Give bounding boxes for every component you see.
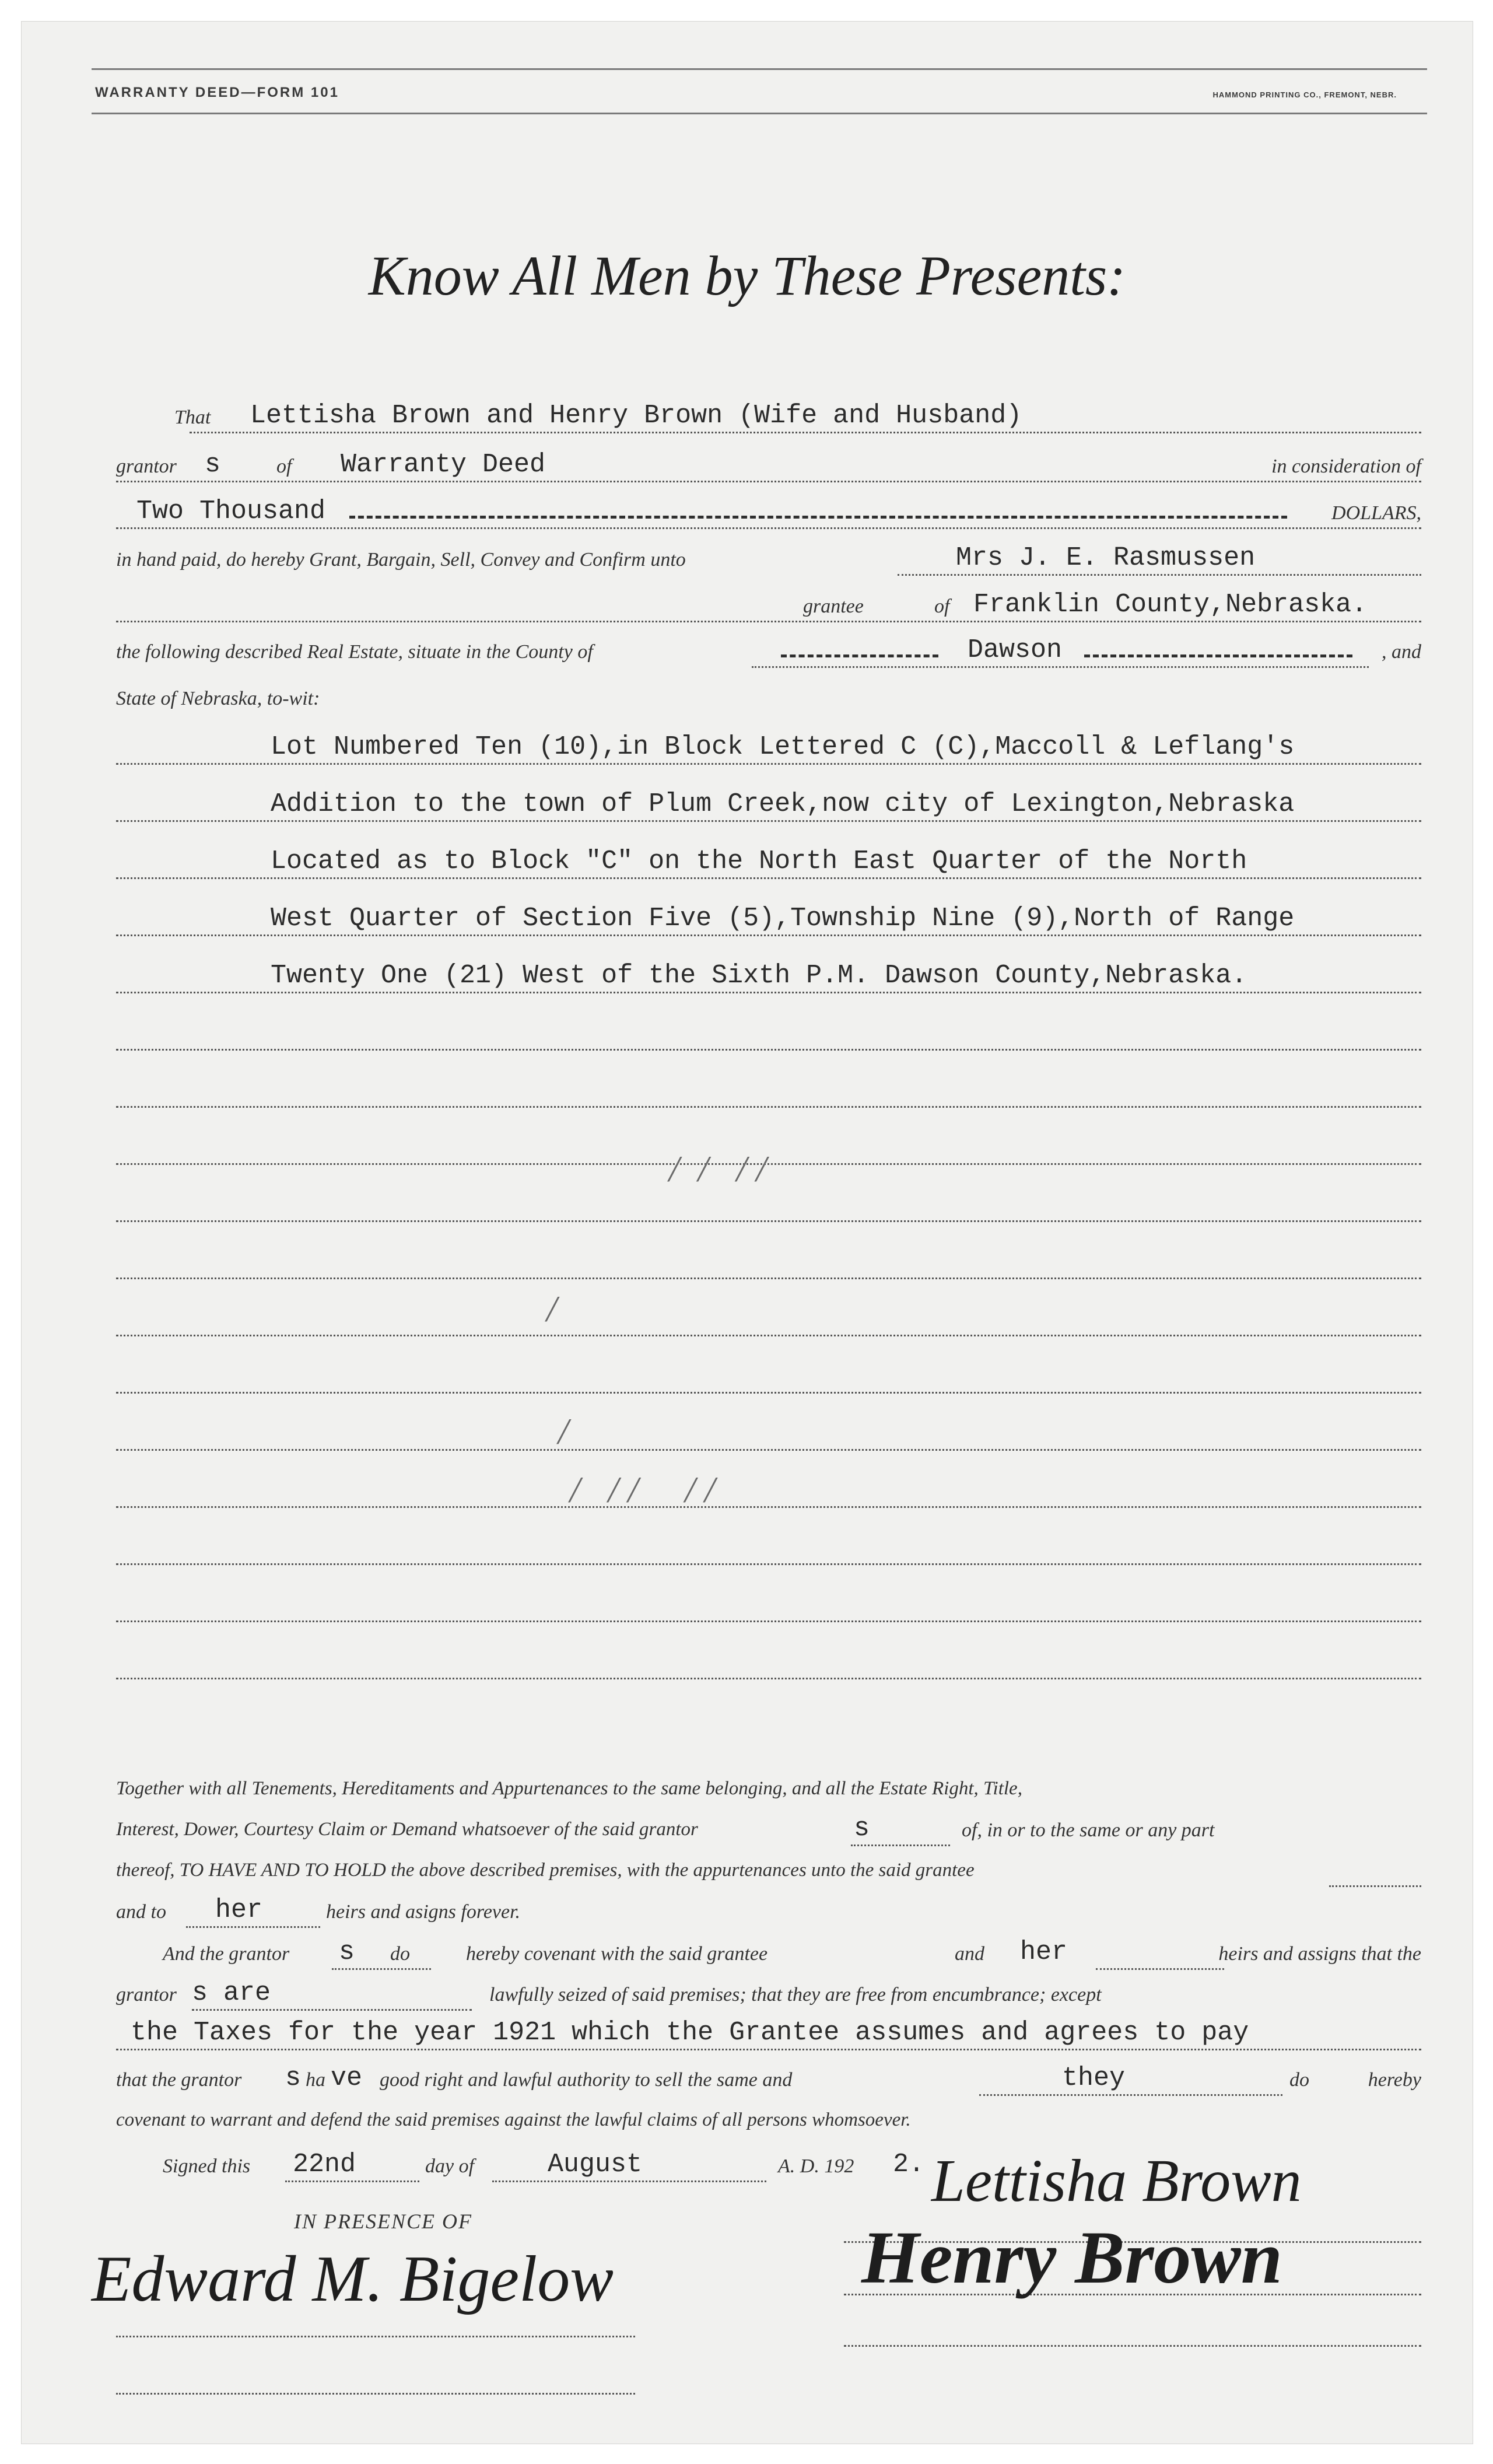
description-line [116, 776, 1421, 829]
covenant-text: hereby covenant with the said grantee [466, 1943, 768, 1965]
county-dash-right [1084, 654, 1352, 657]
consideration-amount: Two Thousand [136, 496, 326, 526]
covenant-text: of, in or to the same or any part [962, 1819, 1215, 1841]
covenant-fill: ve [331, 2063, 363, 2093]
pen-mark: / / / / [669, 1148, 767, 1189]
label-day-of: day of [425, 2155, 475, 2177]
covenant-text: do [1289, 2069, 1309, 2091]
exception-text: the Taxes for the year 1921 which the Grantee assumes and agrees to pay [131, 2018, 1249, 2048]
blank-line [116, 1348, 1421, 1401]
label-in-consideration: in consideration of [1267, 456, 1421, 478]
grantee-location: Franklin County,Nebraska. [973, 590, 1368, 620]
covenant-fill: s [339, 1937, 355, 1967]
description-line [116, 834, 1421, 886]
grantors-of-line [116, 437, 1421, 489]
county-name: Dawson [968, 635, 1063, 665]
covenant-text: Together with all Tenements, Hereditaments and Appurtenances to the same belonging, and all the Estate Right, Title, [116, 1778, 1022, 1799]
covenant-fill: her [215, 1895, 263, 1925]
instrument-type: Warranty Deed [341, 450, 546, 480]
covenant-text: heirs and asigns forever. [326, 1901, 521, 1923]
witness-label: IN PRESENCE OF [294, 2210, 472, 2233]
blank-line [116, 1234, 1421, 1286]
form-name: WARRANTY DEED—FORM 101 [95, 85, 339, 100]
covenant-text: do [390, 1943, 410, 1965]
blank-line [116, 1405, 1421, 1458]
label-ad: A. D. 192 [778, 2155, 854, 2177]
label-grantor: grantor [116, 456, 177, 477]
pen-mark: / / / / / [570, 1469, 715, 1510]
deed-sheet [21, 21, 1473, 2444]
covenant-text: And the grantor [163, 1943, 290, 1965]
description-text: West Quarter of Section Five (5),Township Nine (9),North of Range [271, 904, 1295, 933]
blank-line [116, 1005, 1421, 1058]
description-text: Twenty One (21) West of the Sixth P.M. Dawson County,Nebraska. [271, 961, 1247, 991]
covenant-fill: s [285, 2063, 302, 2093]
exception-line [116, 2005, 1421, 2057]
covenant-text: ha [306, 2069, 325, 2091]
blank-line [116, 1634, 1421, 1686]
blank-line [116, 1119, 1421, 1172]
witness-signature: Edward M. Bigelow [92, 2243, 614, 2315]
covenant-text: grantor [116, 1984, 177, 2006]
county-line [116, 622, 1421, 675]
witness-signature-line [116, 2349, 635, 2402]
label-that: That [174, 407, 211, 428]
deed-title: Know All Men by These Presents: [368, 244, 1126, 307]
grantor-plural-suffix: s [205, 450, 221, 480]
covenant-text: lawfully seized of said premises; that they are free from encumbrance; except [489, 1984, 1102, 2006]
label-grantee: grantee [798, 596, 868, 618]
printer-name: HAMMOND PRINTING CO., FREMONT, NEBR. [1212, 90, 1397, 99]
covenant-text: heirs and assigns that the [1218, 1943, 1421, 1965]
blank-line [116, 1577, 1421, 1629]
covenant-text: Interest, Dower, Courtesy Claim or Demand whatsoever of the said grantor [116, 1819, 698, 1840]
label-grantee-of: of [930, 596, 954, 618]
label-and: , and [1382, 641, 1421, 663]
covenant-text: and to [116, 1901, 166, 1923]
grantor-signature-lettisha: Lettisha Brown [931, 2147, 1302, 2214]
amount-dash-fill [349, 516, 1287, 519]
description-text: Located as to Block "C" on the North East Quarter of the North [271, 846, 1247, 876]
grantor-names: Lettisha Brown and Henry Brown (Wife and Husband) [250, 401, 1022, 430]
header-rule-top [92, 68, 1427, 70]
grantor-signature-henry: Henry Brown [861, 2216, 1282, 2299]
label-real-estate: the following described Real Estate, situate in the County of [116, 641, 593, 663]
covenant-fill: they [1062, 2063, 1126, 2093]
description-text: Lot Numbered Ten (10),in Block Lettered C (C),Maccoll & Leflang's [271, 732, 1295, 762]
conveyance-line [116, 530, 1421, 583]
blank-line [116, 1520, 1421, 1572]
label-conveyance: in hand paid, do hereby Grant, Bargain, Sell, Convey and Confirm unto [116, 549, 686, 570]
covenant-text: and [955, 1943, 984, 1965]
covenant-text: good right and lawful authority to sell the same and [380, 2069, 793, 2091]
pen-mark: / [558, 1410, 569, 1452]
signature-line-3 [844, 2301, 1421, 2354]
label-of: of [276, 456, 292, 477]
blank-line [116, 1177, 1421, 1229]
covenant-text: hereby [1368, 2069, 1421, 2091]
description-line [116, 948, 1421, 1000]
covenant-line [116, 2091, 1421, 2144]
covenant-fill: her [1020, 1937, 1068, 1967]
covenant-text: that the grantor [116, 2069, 242, 2091]
grantee-name: Mrs J. E. Rasmussen [956, 543, 1256, 573]
blank-line [116, 1462, 1421, 1515]
label-dollars: DOLLARS, [1327, 502, 1421, 524]
blank-line [116, 1062, 1421, 1115]
header-rule-bottom [92, 113, 1427, 114]
signed-day: 22nd [293, 2150, 356, 2179]
grantors-line [116, 388, 1421, 440]
label-state: State of Nebraska, to-wit: [116, 688, 320, 709]
covenant-fill: s are [192, 1978, 271, 2008]
label-signed-this: Signed this [163, 2155, 251, 2177]
consideration-line [116, 484, 1421, 536]
covenant-text: covenant to warrant and defend the said premises against the lawful claims of all persons whomsoever. [116, 2109, 911, 2130]
description-text: Addition to the town of Plum Creek,now city of Lexington,Nebraska [271, 789, 1295, 819]
state-line [116, 669, 1421, 722]
county-dash-left [781, 654, 938, 657]
blank-line [116, 1291, 1421, 1343]
grantee-line [116, 577, 1421, 629]
description-line [116, 719, 1421, 772]
covenant-fill: s [854, 1814, 870, 1843]
pen-mark: / [546, 1288, 557, 1329]
signed-year-digit: 2. [893, 2150, 925, 2179]
description-line [116, 891, 1421, 943]
covenant-text: thereof, TO HAVE AND TO HOLD the above described premises, with the appurtenances unto the said grantee [116, 1860, 975, 1881]
signed-month: August [548, 2150, 643, 2179]
